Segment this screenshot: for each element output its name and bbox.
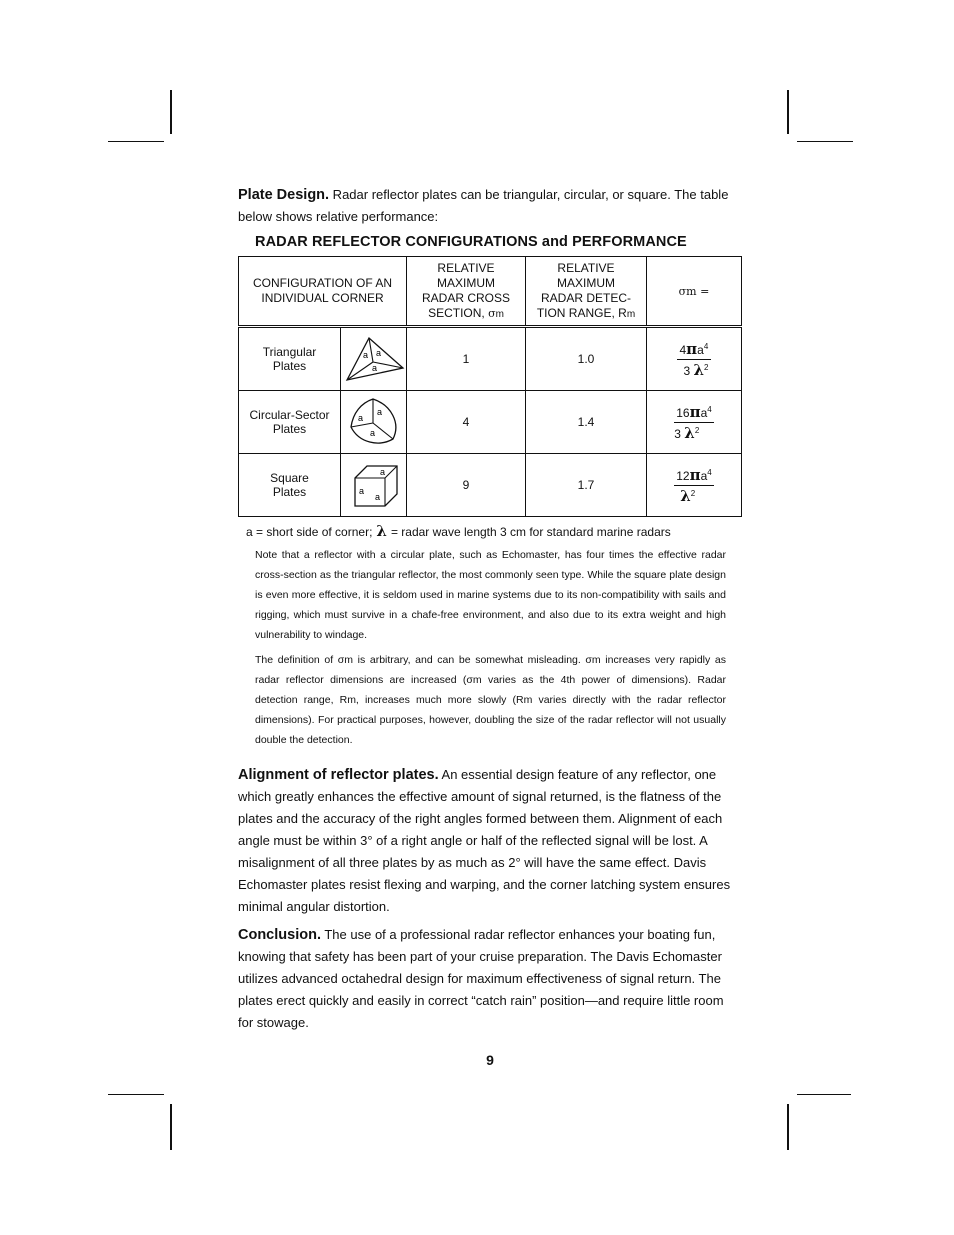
formula-cell xyxy=(647,454,742,517)
page-content xyxy=(238,184,742,1068)
row-name: Circular-Sector Plates xyxy=(239,391,341,454)
note-paragraph: Note that a reflector with a circular plate, such as Echomaster, has four times the effective radar cross-section as the triangular reflector, the most commonly seen type. While the square plate design is even more effective, it is seldom used in marine systems due to its non-compatibility with sails and rigging, which must survive in a chafe-free environment, and also due to its extra weight and high vulnerability to windage. xyxy=(255,549,726,641)
note-paragraph: The definition of σm is arbitrary, and can be somewhat misleading. σm increases very rapidly as radar reflector dimensions are increased (σm varies as the 4th power of dimensions). Radar detection range, Rm, increases much more slowly (Rm varies directly with the radar reflector dimensions). For practical purposes, however, doubling the size of the radar reflector will not usually double the detection. xyxy=(255,654,726,746)
range-value: 1.7 xyxy=(526,454,647,517)
triangular-plate-diagram xyxy=(341,327,407,391)
svg-text:a: a xyxy=(357,412,363,423)
alignment-paragraph xyxy=(238,764,742,918)
cross-section-value: 9 xyxy=(407,454,526,517)
svg-text:a: a xyxy=(379,466,385,477)
row-name: Triangular Plates xyxy=(239,327,341,391)
crop-mark xyxy=(108,1094,164,1095)
formula: $\frac{12\pi a^4}{\lambda^2}$ xyxy=(676,465,712,505)
range-value: 1.4 xyxy=(526,391,647,454)
crop-mark xyxy=(108,141,164,142)
formula-cell xyxy=(647,327,742,391)
alignment-heading: Alignment of reflector plates. xyxy=(238,767,439,783)
formula-cell xyxy=(647,391,742,454)
circular-sector-corner-icon xyxy=(343,393,405,449)
formula: $\frac{4\pi a^4}{3 \lambda^2}$ xyxy=(679,339,709,379)
header-cross-section: RELATIVE MAXIMUM RADAR CROSS SECTION, σm xyxy=(407,257,526,327)
svg-text:a: a xyxy=(376,406,382,417)
performance-table xyxy=(238,256,742,517)
formula: $\frac{16\pi a^4}{3 \lambda^2}$ xyxy=(674,402,712,442)
plate-design-heading: Plate Design. xyxy=(238,187,330,203)
table-row xyxy=(239,391,742,454)
crop-mark xyxy=(787,1104,789,1150)
conclusion-heading: Conclusion. xyxy=(238,927,321,943)
table-row xyxy=(239,454,742,517)
alignment-text: An essential design feature of any reflector, one which greatly enhances the effective amount of signal returned, is the flatness of the plates and the accuracy of the right angles formed between them. Alignment of each angle must be within 3° of a right angle or half of the reflected signal will be lost. A misalignment of all three plates by as much as 2° will have the same effect. Davis Echomaster plates resist flexing and warping, and the corner latching system ensures minimal angular distortion. xyxy=(238,767,731,914)
square-corner-icon xyxy=(343,456,405,512)
table-row xyxy=(239,327,742,391)
crop-mark xyxy=(797,141,853,142)
svg-text:a: a xyxy=(369,427,375,438)
triangular-corner-icon xyxy=(343,330,405,386)
crop-mark xyxy=(797,1094,851,1095)
range-value: 1.0 xyxy=(526,327,647,391)
page-number: 9 xyxy=(486,1052,494,1068)
circular-plate-diagram xyxy=(341,391,407,454)
svg-text:a: a xyxy=(358,485,364,496)
crop-mark xyxy=(170,1104,172,1150)
row-name: Square Plates xyxy=(239,454,341,517)
cross-section-value: 4 xyxy=(407,391,526,454)
header-config: CONFIGURATION OF AN INDIVIDUAL CORNER xyxy=(239,257,407,327)
conclusion-paragraph xyxy=(238,924,742,1034)
crop-mark xyxy=(787,90,789,134)
plate-design-paragraph xyxy=(238,184,742,228)
svg-text:a: a xyxy=(375,347,381,358)
header-detection-range: RELATIVE MAXIMUM RADAR DETEC- TION RANGE, Rm xyxy=(526,257,647,327)
crop-mark xyxy=(170,90,172,134)
svg-text:a: a xyxy=(374,491,380,502)
svg-text:a: a xyxy=(371,362,377,373)
square-plate-diagram xyxy=(341,454,407,517)
table-footnote: a = short side of corner; λ = radar wave length 3 cm for standard marine radars xyxy=(246,522,671,540)
cross-section-value: 1 xyxy=(407,327,526,391)
lambda-symbol: λ xyxy=(376,522,387,540)
svg-text:a: a xyxy=(362,349,368,360)
conclusion-text: The use of a professional radar reflector enhances your boating fun, knowing that safety has been part of your cruise preparation. The Davis Echomaster utilizes advanced octahedral design for maximum effectiveness of signal return. The plates erect quickly and easily in correct “catch rain” position—and require little room for stowage. xyxy=(238,927,724,1030)
table-header-row xyxy=(239,257,742,327)
plate-design-text: Radar reflector plates can be triangular, circular, or square. The table below shows relative performance: xyxy=(238,187,729,224)
table-title: RADAR REFLECTOR CONFIGURATIONS and PERFORMANCE xyxy=(255,234,687,250)
header-formula: σm = xyxy=(647,257,742,327)
